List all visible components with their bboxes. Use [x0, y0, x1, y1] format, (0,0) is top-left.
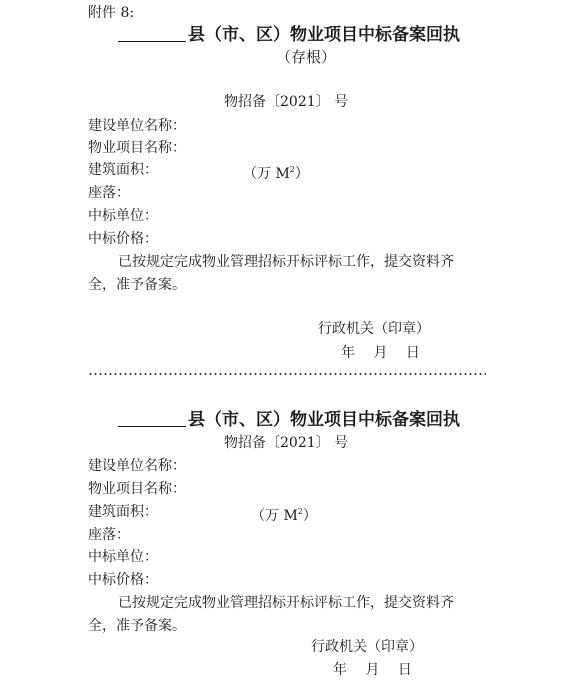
- receipt-area-label: 建筑面积：: [88, 504, 158, 520]
- stub-body-line-2: 全，准予备案。: [88, 277, 186, 293]
- receipt-area-unit-sup: 2: [297, 507, 303, 516]
- receipt-body-line-2: 全，准予备案。: [88, 618, 186, 634]
- receipt-title-text: 县（市、区）物业项目中标备案回执: [188, 410, 460, 430]
- receipt-area-unit: [251, 503, 317, 525]
- stub-area-unit: [243, 161, 309, 183]
- stub-area-label: 建筑面积：: [88, 162, 158, 178]
- stub-area-unit-sup: 2: [289, 165, 295, 174]
- stub-body-line-1: 已按规定完成物业管理招标开标评标工作，提交资料齐: [118, 254, 454, 270]
- receipt-location-label: 座落：: [88, 527, 130, 543]
- receipt-price-label: 中标价格：: [88, 572, 158, 588]
- receipt-authority-seal: 行政机关（印章）: [311, 639, 423, 655]
- receipt-body-line-1: 已按规定完成物业管理招标开标评标工作，提交资料齐: [118, 595, 454, 611]
- receipt-area-unit-suffix: ）: [302, 508, 317, 524]
- county-blank-line: [118, 410, 186, 427]
- receipt-date: 年 月 日: [333, 662, 412, 678]
- stub-area-unit-suffix: ）: [294, 166, 309, 182]
- stub-winner-label: 中标单位：: [88, 208, 158, 224]
- receipt-title: [118, 410, 460, 430]
- stub-title-text: 县（市、区）物业项目中标备案回执: [188, 25, 460, 45]
- stub-project-label: 物业项目名称：: [88, 140, 186, 156]
- stub-authority-seal: 行政机关（印章）: [318, 321, 430, 337]
- receipt-area-unit-prefix: （万 M: [251, 508, 298, 524]
- receipt-project-label: 物业项目名称：: [88, 481, 186, 497]
- cut-line-divider: [88, 372, 486, 376]
- attachment-label: 附件 8:: [88, 5, 135, 21]
- stub-location-label: 座落：: [88, 185, 130, 201]
- stub-title: [118, 25, 460, 45]
- receipt-builder-label: 建设单位名称：: [88, 458, 186, 474]
- stub-subtitle: （存根）: [276, 48, 337, 66]
- receipt-record-number: 物招备〔2021〕 号: [224, 435, 349, 451]
- stub-area-unit-prefix: （万 M: [243, 166, 290, 182]
- stub-record-number: 物招备〔2021〕 号: [224, 94, 349, 110]
- stub-price-label: 中标价格：: [88, 231, 158, 247]
- stub-builder-label: 建设单位名称：: [88, 118, 186, 134]
- county-blank-line: [118, 25, 186, 42]
- stub-date: 年 月 日: [341, 345, 420, 361]
- receipt-winner-label: 中标单位：: [88, 549, 158, 565]
